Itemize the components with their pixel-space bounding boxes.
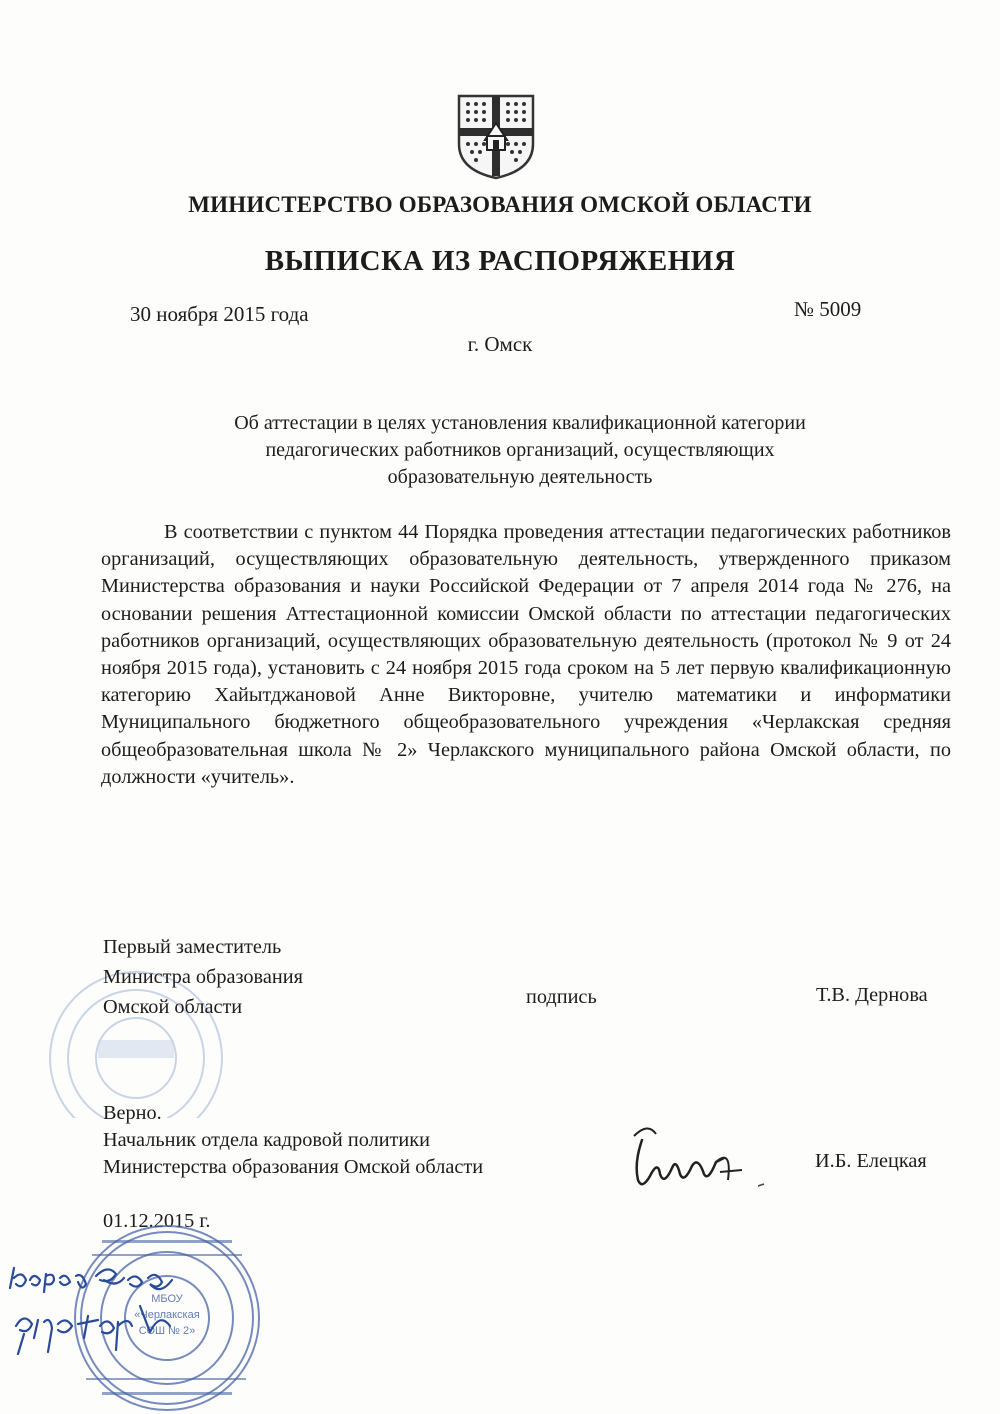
coat-of-arms-icon <box>455 92 537 180</box>
position-line: Министра образования <box>103 966 303 988</box>
stamp-text-line: «Черлакская <box>134 1309 200 1321</box>
signature-placeholder: подпись <box>526 986 597 1008</box>
subject-line: Об аттестации в целях установления квалификационной категории <box>234 412 806 434</box>
signatory-name: Т.В. Дернова <box>816 984 928 1006</box>
subject-line: образовательную деятельность <box>387 466 653 488</box>
position-line: Первый заместитель <box>103 936 282 958</box>
certifier-name: И.Б. Елецкая <box>815 1150 927 1172</box>
stamp-text-line: МБОУ <box>151 1293 183 1305</box>
certification-line: Министерства образования Омской области <box>103 1156 484 1178</box>
certification-line: Начальник отдела кадровой политики <box>103 1129 430 1151</box>
ministry-name: МИНИСТЕРСТВО ОБРАЗОВАНИЯ ОМСКОЙ ОБЛАСТИ <box>188 192 812 217</box>
issue-date: 01.12.2015 г. <box>103 1210 211 1232</box>
signatory-position <box>103 932 303 1022</box>
order-date: 30 ноября 2015 года <box>130 302 309 326</box>
stamp-text-line: СОШ № 2» <box>138 1325 196 1337</box>
handwritten-signature-icon <box>612 1118 782 1198</box>
order-city: г. Омск <box>467 332 533 356</box>
order-number: № 5009 <box>794 297 862 321</box>
handwritten-note-icon <box>0 1262 200 1382</box>
certification-line: Верно. <box>103 1102 162 1124</box>
order-body: В соответствии с пунктом 44 Порядка проведения аттестации педагогических работников организаций, осуществляющих образовательную деятельность, утвержденного приказом Министерства образования и науки Российской Федерации от 7 апреля 2014 года № 276, на основании решения Аттестационной комиссии Омской области по аттестации педагогических работников организаций, осуществляющих образовательную деятельность (протокол № 9 от 24 ноября 2015 года), установить с 24 ноября 2015 года сроком на 5 лет первую квалификационную категорию Хайытджановой Анне Викторовне, учителю математики и информатики Муниципального бюджетного общеобразовательного учреждения «Черлакская средняя общеобразовательная школа № 2» Черлакского муниципального района Омской области, по должности «учитель». <box>101 521 951 788</box>
subject-line: педагогических работников организаций, осуществляющих <box>265 439 775 461</box>
document-title: ВЫПИСКА ИЗ РАСПОРЯЖЕНИЯ <box>264 245 736 277</box>
position-line: Омской области <box>103 996 243 1018</box>
certification-block <box>103 1100 483 1181</box>
order-subject <box>140 410 900 491</box>
